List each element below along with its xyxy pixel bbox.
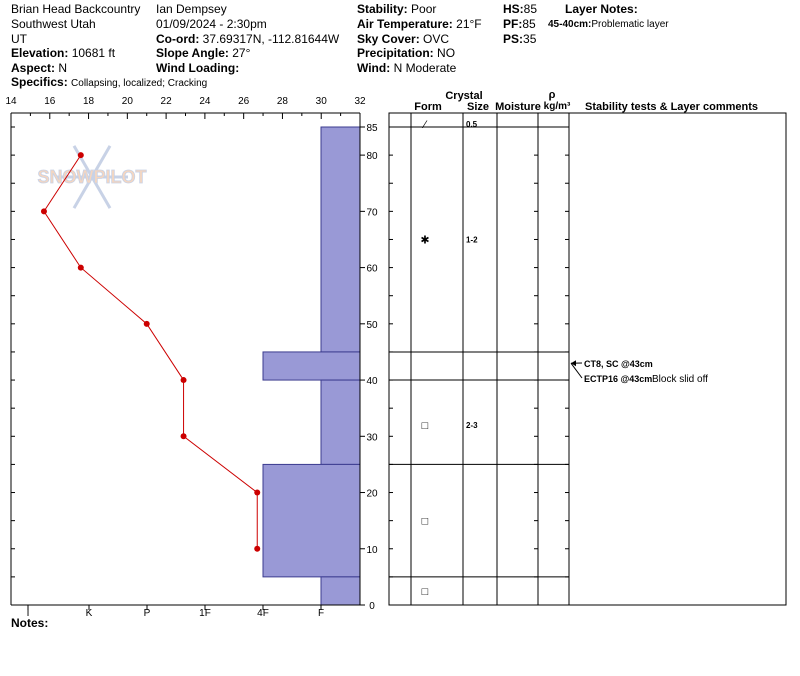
coord-value: 37.69317N, -112.81644W (202, 32, 340, 46)
temp-tick-label: 30 (315, 96, 327, 107)
layer-notes-label: Layer Notes: (565, 2, 638, 16)
hardness-tick-label: K (85, 608, 93, 619)
header-crystal: Crystal (445, 90, 483, 102)
crystal-entries (420, 119, 478, 598)
sky-value: OVC (423, 32, 450, 46)
wind-value: N Moderate (393, 61, 457, 75)
temp-tick-label: 18 (82, 96, 95, 107)
crystal-form: □ (421, 585, 429, 598)
depth-tick-label: 10 (366, 544, 378, 556)
layer-table (389, 89, 786, 605)
hardness-bar (321, 380, 360, 464)
header-rho: ρ (548, 89, 556, 101)
temperature-point (78, 265, 84, 271)
temp-tick-label: 20 (121, 96, 133, 107)
depth-tick-label: 60 (366, 263, 378, 275)
depth-tick-label: 30 (366, 432, 378, 444)
depth-tick-label: 70 (366, 207, 378, 219)
location: Brian Head Backcountry (11, 2, 141, 16)
temp-tick-label: 28 (276, 96, 289, 107)
snowpilot-logo (38, 146, 147, 208)
slope-label: Slope Angle: (156, 46, 229, 60)
pf-label: PF: (503, 17, 523, 31)
crystal-size: 0.5 (466, 120, 478, 129)
depth-tick-label: 0 (369, 601, 375, 612)
temperature-line (44, 155, 257, 549)
notes-label: Notes: (11, 616, 49, 630)
hardness-profile (263, 127, 360, 605)
hardness-bar (263, 464, 360, 576)
hardness-bar (263, 352, 360, 380)
depth-tick-label: 80 (366, 151, 378, 163)
hs-value: 85 (523, 2, 538, 16)
stability-label: Stability: (357, 2, 408, 16)
ps-value: 35 (523, 32, 537, 46)
temperature-point (181, 433, 187, 439)
elevation-label: Elevation: (11, 46, 69, 60)
crystal-form: ✱ (420, 234, 430, 247)
temp-tick-label: 26 (238, 96, 250, 107)
depth-tick-label: 40 (366, 376, 378, 388)
stability-value: Poor (411, 2, 437, 16)
test-comment: Block slid off (652, 374, 708, 385)
test-pointer (571, 363, 582, 378)
crystal-size: 1-2 (466, 235, 478, 245)
coord-label: Co-ord: (156, 32, 200, 46)
datetime: 01/09/2024 - 2:30pm (156, 17, 267, 31)
hardness-axis (27, 605, 324, 619)
wind-label: Wind: (357, 61, 391, 75)
logo-text: SNOWPILOT (37, 167, 147, 187)
temperature-point (254, 490, 260, 496)
precip-label: Precipitation: (357, 46, 434, 60)
observer: Ian Dempsey (156, 2, 227, 16)
region: Southwest Utah (11, 17, 96, 31)
aspect-label: Aspect: (11, 61, 56, 75)
aspect-value: N (58, 61, 68, 75)
wind-loading-label: Wind Loading: (156, 61, 240, 75)
depth-tick-label: 20 (366, 488, 378, 500)
temp-tick-label: 14 (5, 96, 17, 107)
temperature-point (254, 546, 260, 552)
hardness-tick-label: P (143, 608, 151, 619)
hardness-bar (321, 127, 360, 352)
hardness-tick-label: 4F (257, 608, 269, 619)
temperature-point (144, 321, 150, 327)
temperature-point (41, 208, 47, 214)
sky-label: Sky Cover: (357, 32, 420, 46)
hs-label: HS: (503, 2, 524, 16)
test-name: ECTP16 @43cm (584, 374, 653, 384)
air-temp-value: 21°F (456, 17, 482, 31)
temperature-point (78, 152, 84, 158)
temp-tick-label: 24 (199, 96, 211, 107)
precip-value: NO (437, 46, 456, 60)
specifics-label: Specifics: (11, 75, 68, 89)
depth-tick-label: 85 (366, 123, 378, 134)
test-name: CT8, SC @43cm (584, 359, 653, 369)
crystal-form: ⁄ (424, 119, 426, 131)
hardness-bar (321, 577, 360, 605)
hardness-tick-label: I (26, 608, 30, 619)
crystal-form: □ (421, 420, 429, 433)
air-temp-label: Air Temperature: (357, 17, 453, 31)
header-moisture: Moisture (495, 101, 541, 113)
temperature-axis (5, 96, 366, 119)
header-density-unit: kg/m³ (543, 101, 571, 112)
temp-tick-label: 16 (44, 96, 56, 107)
state: UT (11, 32, 27, 46)
specifics-value: Collapsing, localized; Cracking (71, 78, 208, 89)
hardness-tick-label: F (317, 608, 325, 619)
crystal-form: □ (421, 515, 429, 528)
test-arrowhead (571, 360, 576, 366)
elevation-value: 10681 ft (71, 46, 116, 60)
header-size: Size (466, 101, 490, 113)
crystal-size: 2-3 (466, 421, 478, 431)
table-layers (389, 127, 569, 605)
temp-tick-label: 32 (354, 96, 366, 107)
temperature-point (181, 377, 187, 383)
ps-label: PS: (503, 32, 524, 46)
depth-tick-label: 50 (366, 319, 378, 331)
temp-tick-label: 22 (160, 96, 172, 107)
header-form: Form (414, 101, 442, 113)
slope-value: 27° (232, 46, 251, 60)
header-comments: Stability tests & Layer comments (585, 101, 759, 113)
layer-note-depth: 45-40cm: (548, 19, 592, 30)
layer-note-text: Problematic layer (591, 19, 669, 30)
hardness-tick-label: 1F (199, 608, 211, 619)
pf-value: 85 (522, 17, 536, 31)
stability-tests (571, 359, 708, 385)
temperature-profile (41, 152, 260, 552)
